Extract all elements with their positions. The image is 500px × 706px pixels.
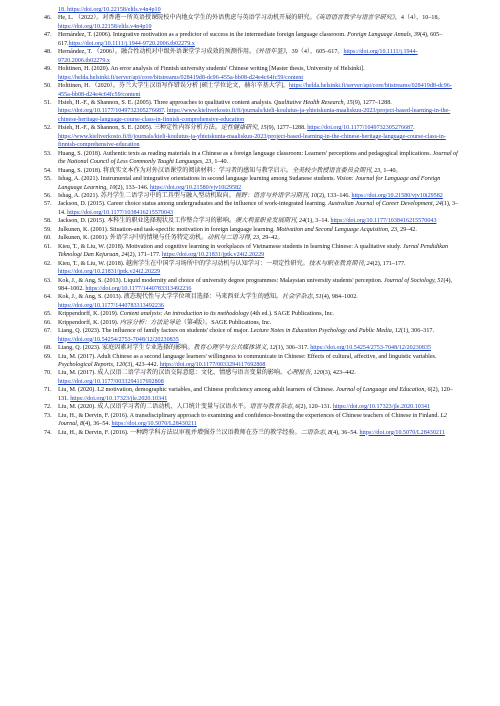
reference-entry	[44, 353, 462, 370]
reference-text: Kieu, T., & Liu, W. (2018). Motivation and cognitive learning in workplaces of Vietnamese students in learning Chinese: A qualitative study.	[58, 243, 403, 250]
reference-text: Jackson, D. (2015). 本科生的职业选择现状及工作整合学习的影响。	[58, 218, 236, 225]
reference-number: 52.	[44, 125, 52, 132]
doi-link[interactable]: https://doi.org/10.1177/1440783313492236	[58, 302, 164, 309]
doi-link[interactable]: https://doi.org/10.1177/1049732305276687	[307, 125, 414, 132]
source-title: Lecture Notes in Education Psychology and Public Media, 12	[250, 328, 401, 335]
reference-text: (2), 171–177.	[372, 260, 406, 267]
reference-entry	[44, 48, 462, 65]
reference-text: (3), 423–442.	[322, 370, 356, 377]
source-title: Jurnal Pendidikan Teknologi Dan Kejuruan, 24	[58, 243, 449, 259]
reference-text: (4), 605–617.	[58, 32, 443, 47]
doi-link[interactable]: https://doi.org/10.21580/vjv10i29582	[149, 184, 242, 191]
reference-text: Julkunen, K. (2001). 外语学习中的情境与任务特定动机。	[58, 235, 208, 242]
reference-text: (9), 1277–1288.	[266, 125, 308, 132]
source-title: Journal of the National Council of Less Commonly Taught Languages, 23	[58, 150, 458, 166]
source-title: Motivation and Second Language Acquisition, 23	[276, 226, 398, 233]
reference-entry	[44, 167, 462, 175]
reference-entry	[44, 344, 462, 352]
reference-entry	[44, 412, 462, 429]
reference-entry	[44, 150, 462, 167]
doi-link[interactable]: https://doi.org/10.17323/jle.2020.10341	[332, 404, 430, 411]
reference-entry	[44, 31, 462, 48]
reference-number: 57.	[44, 201, 52, 208]
doi-link[interactable]: 18. https://doi.org/10.22158/eltls.v4n4p10	[58, 7, 161, 13]
reference-text: (4), 984–1002.	[321, 294, 358, 301]
reference-text: (2), 120–131.	[58, 387, 453, 402]
reference-number: 47.	[44, 32, 52, 39]
reference-text: Hsieh, H.-F., & Shannon, S. E. (2005). 三种定性内容分析方法。	[58, 125, 221, 132]
reference-entry	[44, 82, 462, 99]
reference-text: (2), 133–146.	[316, 192, 352, 199]
reference-number: 56.	[44, 192, 52, 199]
reference-entry	[44, 310, 462, 318]
reference-text: (4), 36–54.	[331, 429, 360, 436]
reference-text: Huang, S. (2018). 将真实文本作为对外汉语课堂的阅读材料：学习者的感知与教学启示。	[58, 167, 292, 174]
reference-text: Kieu, T., & Liu, W. (2018). 越南学生在中国学习场所中的学习动机与认知学习：一项定性研究。	[58, 260, 309, 267]
reference-number: 49.	[44, 66, 52, 73]
reference-entry	[44, 14, 462, 31]
source-title: 视野：语言与外语学习期刊, 10	[234, 192, 317, 199]
reference-number: 71.	[44, 387, 52, 394]
reference-text: Hernández, T. (2006). Integrative motivation as a predictor of success in the intermediate foreign language classroom.	[58, 32, 348, 39]
source-title: Journal of Language and Education, 6	[336, 387, 431, 394]
reference-text: (4th ed.). SAGE Publications, Inc.	[248, 311, 334, 318]
reference-entry	[44, 6, 462, 14]
reference-number: 63.	[44, 277, 52, 284]
reference-entry	[44, 65, 462, 82]
reference-text: (2), 171–177.	[127, 252, 163, 259]
doi-link[interactable]: https://www.kieliverkosto.fi/fi/journals/kieli-koulutus-ja-yhteiskunta-maaliskuu-2023/project-based-learning-in-the-chinese-heritage-language-course-class-in-finnish-comprehensive-education	[58, 108, 451, 123]
reference-text: Kok, J., & Ang, S. (2013). 液态现代性与大学学位项目选择：马来西亚大学生的感知。	[58, 294, 283, 301]
reference-number: 61.	[44, 243, 52, 250]
source-title: 教育心理学与公共媒体讲义, 12	[193, 345, 276, 352]
reference-entry	[44, 192, 462, 200]
reference-text: (9), 1277–1288.	[352, 99, 392, 106]
reference-number: 72.	[44, 404, 52, 411]
reference-text: .	[163, 108, 168, 115]
reference-text: Liu, H., & Dervin, F. (2016). 一种跨学科方法以审视并增强芬兰汉语教师在芬兰的教学经验。	[58, 429, 301, 436]
reference-number: 70.	[44, 370, 52, 377]
reference-text: (2), 120–131.	[298, 404, 333, 411]
source-title: 动机与二语习得, 23	[207, 235, 260, 242]
source-title: Psychological Reports, 120	[58, 362, 126, 369]
reference-entry	[44, 319, 462, 327]
doi-link[interactable]: https://doi.org/10.22158/eltls.v4n4p10	[58, 23, 152, 30]
reference-text: , 1–40.	[211, 159, 229, 166]
doi-link[interactable]: https://helda.helsinki.fi/server/api/core/bitstreams/028419d8-dc96-455a-bb08-d24e4c64fc59/content	[58, 83, 452, 98]
doi-link[interactable]: https://doi.org/10.1111/j.1944-9720.2006.tb02279.x	[68, 40, 195, 47]
source-title: 技术与职业教育期刊, 24	[308, 260, 373, 267]
reference-text: .	[413, 125, 415, 132]
reference-text: Hernández, T. （2006）。融合性动机对中级外语课堂学习成效的预测作用。	[58, 49, 256, 56]
reference-text: Kok, J., & Ang, S. (2013). Liquid modernity and choice of university degree programmes: Malaysian university students' perception.	[58, 277, 384, 284]
reference-number: 54.	[44, 167, 52, 174]
reference-text: (3), 423–442.	[125, 362, 160, 369]
source-title: 《外语年鉴》	[255, 49, 286, 56]
doi-link[interactable]: https://doi.org/10.21831/jptk.v24i2.20229	[58, 269, 161, 276]
reference-text: Holttinen, H. (2020). An error analysis of Finnish university students' Chinese writing [Master thesis, University of Helsinki].	[58, 66, 365, 73]
reference-text: ，39（4），605–617。	[285, 49, 344, 56]
doi-link[interactable]: https://helda.helsinki.fi/server/api/core/bitstreams/028419d8-dc96-455a-bb08-d24e4c64fc59/content	[58, 74, 304, 81]
reference-text: , 29–42。	[259, 235, 284, 242]
reference-entry	[44, 226, 462, 234]
reference-entry	[44, 99, 462, 124]
reference-text: Ishag, A. (2021). Instrumental and integrative orientations in second language learning among Sudanese students.	[58, 176, 337, 183]
reference-text: Liu, M. (2017). 成人汉语二语学习者的汉语交际意愿：文化、情感与语言变量的影响。	[58, 370, 287, 377]
reference-number: 53.	[44, 150, 52, 157]
source-title: 社会学杂志, 51	[282, 294, 322, 301]
source-title: Journal of Sociology, 51	[383, 277, 444, 284]
reference-text: He, L. （2022）。对香港一所英语授课院校中内地女学生的外语焦虑与英语学习动机开展的研究。	[58, 15, 316, 22]
reference-number: 73.	[44, 412, 52, 419]
doi-link[interactable]: https://www.kieliverkosto.fi/fi/journals/kieli-koulutus-ja-yhteiskunta-maaliskuu-2023/project-based-learning-in-the-chinese-heritage-language-course-class-in-finnish-comprehensive-education	[58, 133, 446, 149]
doi-link[interactable]: https://doi.org/10.21580/vjv10i29582	[351, 192, 443, 199]
reference-entry	[44, 327, 462, 344]
doi-link[interactable]: https://doi.org/10.1177/1440783313492236	[85, 285, 192, 292]
source-title: Content analysis: An introduction to its methodology	[119, 311, 249, 318]
reference-number: 62.	[44, 260, 52, 267]
reference-entry	[44, 200, 462, 217]
reference-text: (1), 3–14.	[58, 201, 459, 216]
reference-list	[44, 6, 462, 437]
reference-entry	[44, 277, 462, 294]
reference-entry	[44, 403, 462, 411]
reference-text: , 1–40。	[380, 167, 402, 174]
doi-link[interactable]: https://doi.org/10.54254/2753-7048/12/20230835	[310, 345, 431, 352]
source-title: Vision: Journal for Language and Foreign Language Learning, 10	[58, 176, 441, 191]
doi-link[interactable]: https://doi.org/10.17323/jle.2020.10341	[70, 395, 168, 402]
reference-entry	[44, 234, 462, 242]
reference-entry	[44, 429, 462, 437]
source-title: 全美较少教授语言委员会期刊, 23	[291, 167, 381, 174]
reference-number: 65.	[44, 311, 52, 318]
source-title: L2 Journal, 8	[58, 412, 447, 428]
source-title: 内容分析：方法论导论	[119, 319, 181, 326]
reference-text: Liang, Q. (2023). 家庭因素对学生专业选择的影响。	[58, 345, 194, 352]
reference-entry	[44, 369, 462, 386]
reference-text: Liu, H., & Dervin, F. (2016). A transdisciplinary approach to examining and confidence-boosting the experiences of Chinese teachers of Chinese in Finland.	[58, 412, 441, 419]
reference-text: ，4（4），10–18。	[394, 15, 444, 22]
source-title: 澳大利亚职业发展期刊, 24	[235, 218, 306, 225]
reference-text: (1), 306–317.	[400, 328, 434, 335]
reference-number: 74.	[44, 429, 52, 436]
reference-number: 68.	[44, 345, 52, 352]
reference-entry	[44, 260, 462, 277]
doi-link[interactable]: https://doi.org/10.1177/1038416215570043	[330, 218, 437, 225]
reference-text: Huang, S. (2018). Authentic texts as reading materials in a Chinese as a foreign language classroom: Learners' perceptions and pedagogical implications.	[58, 150, 433, 157]
doi-link[interactable]: https://doi.org/10.5070/L28430211	[111, 421, 197, 428]
reference-number: 51.	[44, 99, 52, 106]
doi-link[interactable]: https://doi.org/10.1177/0033294117692808	[58, 378, 164, 385]
source-title: 《英语语言教学与语言学研究》	[315, 15, 395, 22]
reference-entry	[44, 124, 462, 149]
reference-entry	[44, 217, 462, 225]
doi-link[interactable]: https://doi.org/10.1111/j.1944-9720.2006.tb02279.x	[58, 49, 418, 64]
reference-text: (1), 306–317.	[275, 345, 311, 352]
reference-number: 46.	[44, 15, 52, 22]
reference-number: 69.	[44, 353, 52, 360]
reference-entry	[44, 243, 462, 260]
reference-text: Krippendorff, K. (2019).	[58, 311, 120, 318]
reference-text: Liang, Q. (2023). The influence of family factors on students' choice of major.	[58, 328, 251, 335]
reference-text: Krippendorff, K. (2019).	[58, 319, 120, 326]
reference-text: (2), 133–146.	[115, 184, 150, 191]
reference-number: 66.	[44, 319, 52, 326]
reference-text: Liu, M. (2017). Adult Chinese as a second language learners' willingness to communicate in Chinese: Effects of cultural, affective, and linguistic variables.	[58, 353, 437, 360]
reference-text: Ishag, A. (2021). 苏丹学生二语学习中的工具型与融入型动机取向。	[58, 192, 235, 199]
reference-number: 50.	[44, 83, 52, 90]
doi-link[interactable]: https://doi.org/10.1177/1038416215570043	[67, 209, 174, 216]
reference-number: 58.	[44, 218, 52, 225]
doi-link[interactable]: https://doi.org/10.21831/jptk.v24i2.20229	[162, 252, 265, 259]
source-title: Foreign Language Annals, 39	[347, 32, 420, 39]
source-title: 二语杂志, 8	[300, 429, 332, 436]
reference-text: Holttinen, H. （2020）。芬兰大学生汉语写作错误分析 [硕士学位论文，赫尔辛基大学]，	[58, 83, 290, 90]
reference-text: Liu, M. (2020). 成人汉语学习者的二语动机、人口统计变量与汉语水平。	[58, 404, 250, 411]
source-title: 语言与教育杂志, 6	[249, 404, 299, 411]
reference-entry	[44, 386, 462, 403]
reference-text: （第4版）。SAGE Publications, Inc.	[180, 319, 272, 326]
reference-number: 64.	[44, 294, 52, 301]
reference-text: , 29–42.	[397, 226, 417, 233]
reference-text: (4), 36–54.	[83, 421, 112, 428]
reference-number: 67.	[44, 328, 52, 335]
source-title: 定性健康研究, 15	[220, 125, 267, 132]
source-title: Qualitative Health Research, 15	[274, 99, 353, 106]
doi-link[interactable]: https://doi.org/10.1177/1049732305276687	[58, 108, 164, 115]
source-title: Australian Journal of Career Development, 24	[327, 201, 442, 208]
reference-entry	[44, 293, 462, 310]
reference-entry	[44, 175, 462, 192]
reference-text: Liu, M. (2020). L2 motivation, demographic variables, and Chinese proficiency among adult learners of Chinese.	[58, 387, 337, 394]
source-title: 心理报告, 120	[286, 370, 323, 377]
doi-link[interactable]: https://doi.org/10.5070/L28430211	[359, 429, 445, 436]
reference-text: (1), 3–14.	[305, 218, 331, 225]
reference-number: 59.	[44, 226, 52, 233]
reference-number: 48.	[44, 49, 52, 56]
reference-number: 60.	[44, 235, 52, 242]
reference-number: 55.	[44, 176, 52, 183]
doi-link[interactable]: https://doi.org/10.54254/2753-7048/12/20230835	[58, 336, 179, 343]
reference-text: (4), 984–1002.	[58, 277, 453, 292]
doi-link[interactable]: https://doi.org/10.1177/0033294117692808	[159, 362, 266, 369]
reference-text: Hsieh, H.-F., & Shannon, S. E. (2005). Three approaches to qualitative content analysis.	[58, 99, 275, 106]
reference-text: Julkunen, K. (2001). Situation-and task-specific motivation in foreign language learning.	[58, 226, 277, 233]
reference-text: Jackson, D. (2015). Career choice status among undergraduates and the influence of work-integrated learning.	[58, 201, 328, 208]
